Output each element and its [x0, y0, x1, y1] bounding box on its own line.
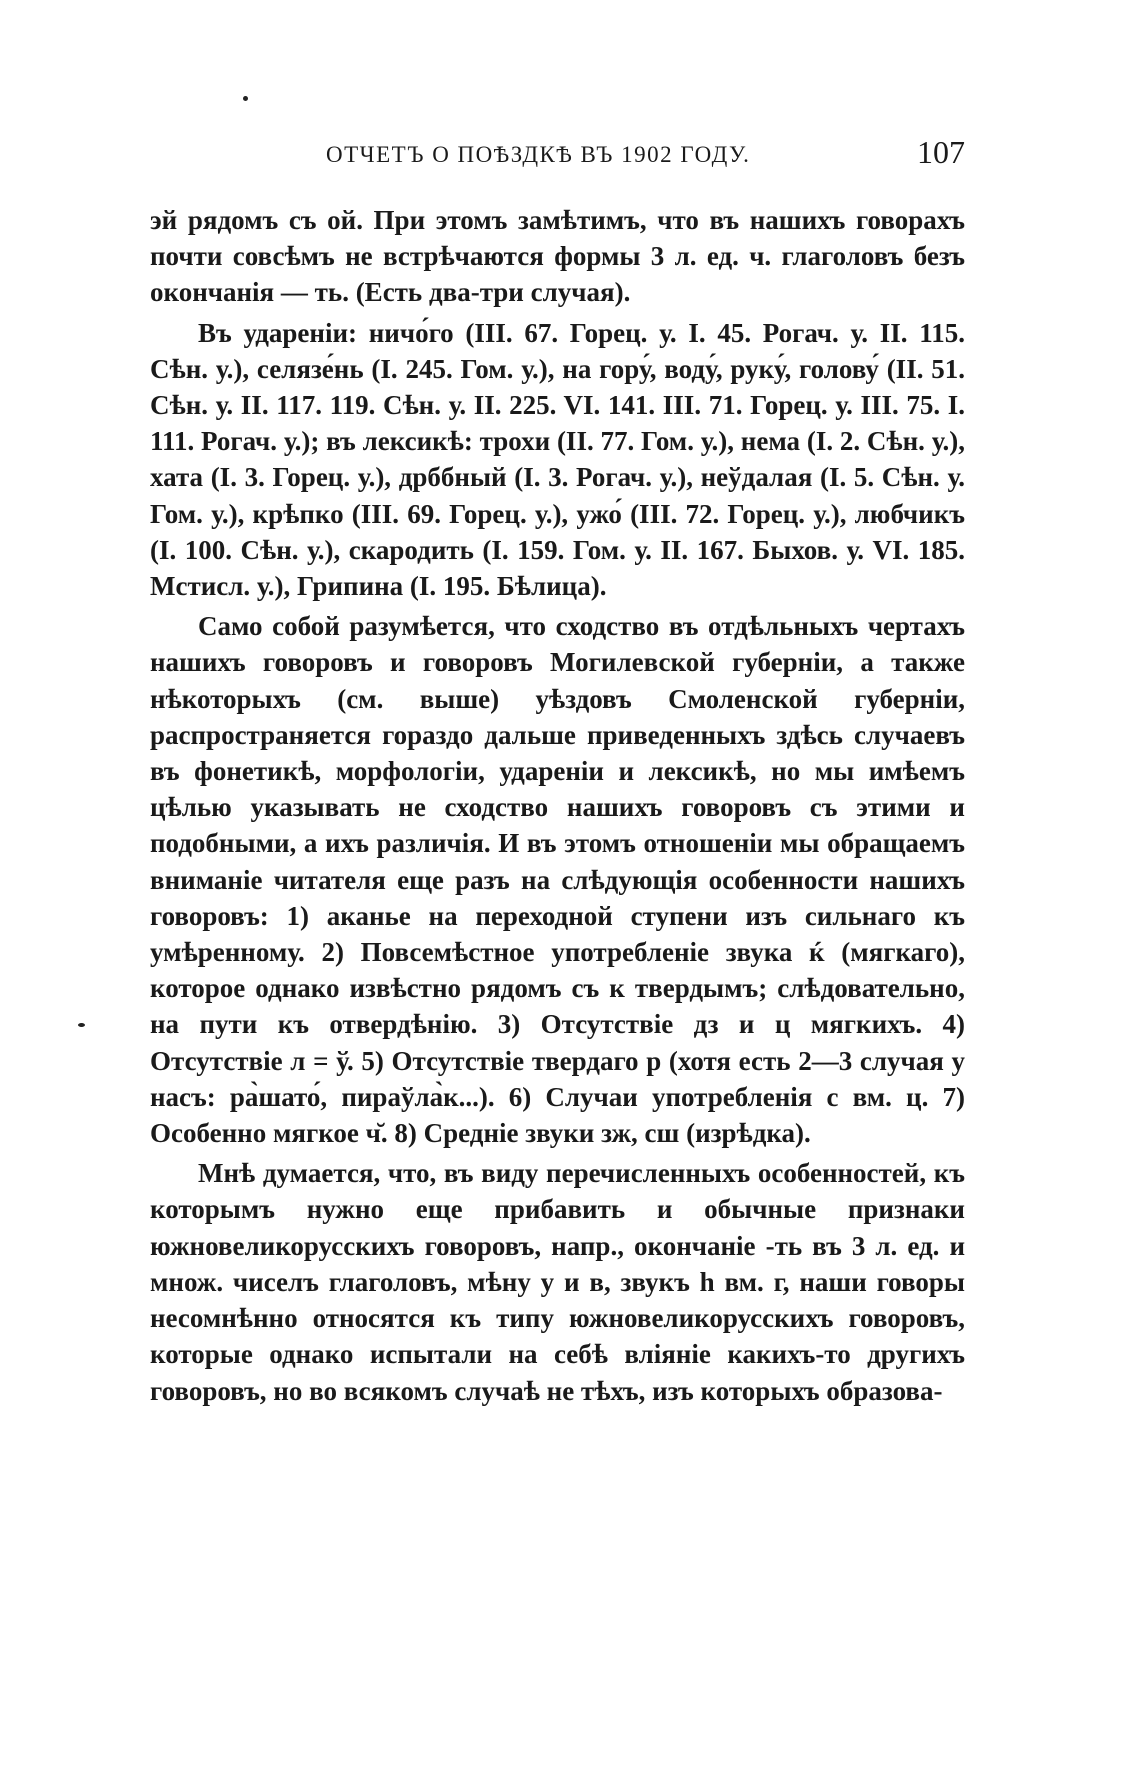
paragraph-1-text: эй рядомъ съ ой. При этомъ замѣтимъ, что въ нашихъ говорахъ почти совсѣмъ не встрѣчаются формы 3 л. ед. ч. глаголовъ безъ окончанія — ть. (Есть два-три случая).	[150, 205, 965, 308]
paragraph-3	[150, 608, 965, 1151]
paragraph-4	[150, 1155, 965, 1408]
paragraph-1	[150, 202, 965, 311]
running-title: ОТЧЕТЪ О ПОѢЗДКѢ ВЪ 1902 ГОДУ.	[326, 142, 751, 167]
paragraph-2	[150, 315, 965, 605]
page-number: 107	[917, 134, 965, 170]
paragraph-3-text: Само собой разумѣется, что сходство въ отдѣльныхъ чертахъ нашихъ говоровъ и говоровъ Могилевской губерніи, а также нѣкоторыхъ (см. выше) уѣздовъ Смоленской губерніи, распространяется гораздо дальше приведенныхъ здѣсь случаевъ въ фонетикѣ, морфологіи, удареніи и лексикѣ, но мы имѣемъ цѣлью указывать не сходство нашихъ говоровъ съ этими и подобными, а ихъ различія. И въ этомъ отношеніи мы обращаемъ вниманіе читателя еще разъ на слѣдующія особенности нашихъ говоровъ: 1) аканье на переходной ступени изъ сильнаго къ умѣренному. 2) Повсемѣстное употребленіе звука ќ (мягкаго), которое однако извѣстно рядомъ съ к твердымъ; слѣдовательно, на пути къ отвердѣнію. 3) Отсутствіе дз и ц мягкихъ. 4) Отсутствіе л = ў. 5) Отсутствіе твердаго р (хотя есть 2—3 случая у насъ: ра̀шато́, пираўла̀к...). 6) Случаи употребленія с вм. ц. 7) Особенно мягкое ч̆. 8) Средніе звуки зж, сш (изрѣдка).	[150, 611, 965, 1149]
page-header	[150, 134, 965, 182]
paragraph-4-text: Мнѣ думается, что, въ виду перечисленныхъ особенностей, къ которымъ нужно еще прибавить и обычные признаки южновеликорусскихъ говоровъ, напр., окончаніе -ть въ 3 л. ед. и множ. чиселъ глаголовъ, мѣну у и в, звукъ h вм. г, наши говоры несомнѣнно относятся къ типу южновеликорусскихъ говоровъ, которые однако испытали на себѣ вліяніе какихъ-то другихъ говоровъ, но во всякомъ случаѣ не тѣхъ, изъ которыхъ образова-	[150, 1158, 965, 1406]
paragraph-2-text: Въ удареніи: ничо́го (III. 67. Горец. у. I. 45. Рогач. у. II. 115. Сѣн. у.), селязе́нь (I. 245. Гом. у.), на гору́, воду́, руку́, голову́ (II. 51. Сѣн. у. II. 117. 119. Сѣн. у. II. 225. VI. 141. III. 71. Горец. у. III. 75. I. 111. Рогач. у.); въ лексикѣ: трохи (II. 77. Гом. у.), нема (I. 2. Сѣн. у.), хата (I. 3. Горец. у.), дрббный (I. 3. Рогач. у.), неўдалая (I. 5. Сѣн. у. Гом. у.), крѣпко (III. 69. Горец. у.), ужо́ (III. 72. Горец. у.), любчикъ (I. 100. Сѣн. у.), скародить (I. 159. Гом. у. II. 167. Быхов. у. VI. 185. Мстисл. у.), Грипина (I. 195. Бѣлица).	[150, 317, 965, 602]
ink-speck	[243, 96, 248, 101]
body-text	[150, 202, 965, 1413]
margin-mark	[78, 1023, 85, 1027]
